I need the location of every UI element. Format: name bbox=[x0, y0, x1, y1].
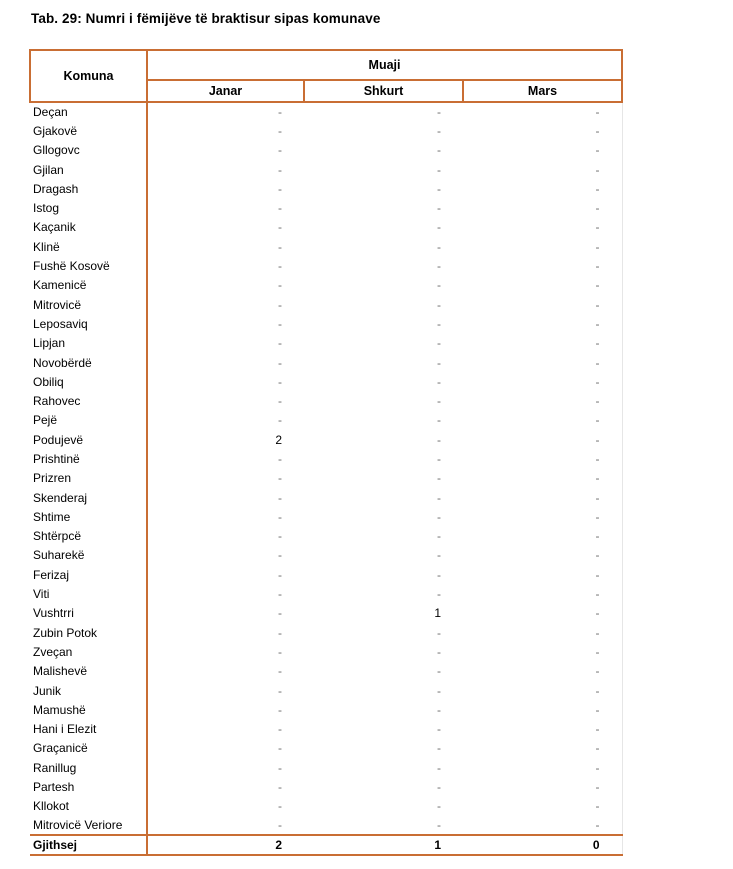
mars-cell: - bbox=[463, 584, 622, 603]
komuna-cell: Leposaviq bbox=[30, 314, 147, 333]
mars-cell: - bbox=[463, 334, 622, 353]
table-row bbox=[30, 237, 622, 256]
table-row bbox=[30, 276, 622, 295]
table-row bbox=[30, 160, 622, 179]
mars-cell: - bbox=[463, 218, 622, 237]
table-row bbox=[30, 758, 622, 777]
table-row bbox=[30, 546, 622, 565]
mars-cell: - bbox=[463, 198, 622, 217]
janar-cell: - bbox=[278, 606, 282, 621]
komuna-cell: Kllokot bbox=[30, 797, 147, 816]
janar-cell: - bbox=[278, 162, 282, 177]
shkurt-cell: - bbox=[437, 220, 441, 235]
table-row bbox=[30, 642, 622, 661]
table-body bbox=[30, 102, 622, 835]
shkurt-cell: - bbox=[437, 529, 441, 544]
mars-cell: - bbox=[463, 527, 622, 546]
janar-cell: - bbox=[278, 509, 282, 524]
column-group-header-muaji: Muaji bbox=[147, 50, 622, 80]
janar-cell: - bbox=[278, 355, 282, 370]
shkurt-cell: - bbox=[437, 336, 441, 351]
table-row bbox=[30, 797, 622, 816]
shkurt-cell: - bbox=[437, 780, 441, 795]
shkurt-cell: - bbox=[437, 394, 441, 409]
table-footer bbox=[30, 835, 622, 855]
shkurt-cell: - bbox=[437, 471, 441, 486]
janar-cell: - bbox=[278, 105, 282, 120]
shkurt-cell: - bbox=[437, 567, 441, 582]
shkurt-cell: - bbox=[437, 374, 441, 389]
shkurt-cell: - bbox=[437, 741, 441, 756]
shkurt-cell: - bbox=[437, 818, 441, 833]
janar-cell: - bbox=[278, 278, 282, 293]
janar-cell: - bbox=[278, 143, 282, 158]
mars-cell: - bbox=[463, 642, 622, 661]
shkurt-cell: - bbox=[437, 297, 441, 312]
column-header-shkurt: Shkurt bbox=[304, 80, 463, 102]
shkurt-cell: - bbox=[437, 722, 441, 737]
komuna-cell: Ranillug bbox=[30, 758, 147, 777]
table-row bbox=[30, 469, 622, 488]
janar-cell: - bbox=[278, 259, 282, 274]
janar-cell: - bbox=[278, 123, 282, 138]
table-row bbox=[30, 681, 622, 700]
komuna-cell: Suharekë bbox=[30, 546, 147, 565]
janar-cell: - bbox=[278, 760, 282, 775]
komuna-cell: Shtërpcë bbox=[30, 527, 147, 546]
shkurt-cell: - bbox=[437, 625, 441, 640]
total-mars-value: 0 bbox=[463, 835, 622, 855]
janar-cell: - bbox=[278, 818, 282, 833]
shkurt-cell: - bbox=[437, 239, 441, 254]
shkurt-cell: - bbox=[437, 760, 441, 775]
mars-cell: - bbox=[463, 102, 622, 121]
mars-cell: - bbox=[463, 314, 622, 333]
table-row bbox=[30, 816, 622, 835]
janar-cell: - bbox=[278, 201, 282, 216]
janar-cell: - bbox=[278, 567, 282, 582]
shkurt-cell: - bbox=[437, 316, 441, 331]
shkurt-cell: - bbox=[437, 683, 441, 698]
table-row bbox=[30, 141, 622, 160]
shkurt-cell: - bbox=[437, 548, 441, 563]
shkurt-cell: - bbox=[437, 181, 441, 196]
total-shkurt-value: 1 bbox=[304, 835, 463, 855]
table-row bbox=[30, 507, 622, 526]
janar-cell: - bbox=[278, 664, 282, 679]
komuna-cell: Lipjan bbox=[30, 334, 147, 353]
komuna-cell: Deçan bbox=[30, 102, 147, 121]
shkurt-cell: - bbox=[437, 644, 441, 659]
mars-cell: - bbox=[463, 160, 622, 179]
table-row bbox=[30, 102, 622, 121]
mars-cell: - bbox=[463, 237, 622, 256]
mars-cell: - bbox=[463, 411, 622, 430]
shkurt-cell: - bbox=[437, 143, 441, 158]
column-header-janar: Janar bbox=[147, 80, 304, 102]
table-row bbox=[30, 314, 622, 333]
table-row bbox=[30, 295, 622, 314]
total-label: Gjithsej bbox=[30, 835, 147, 855]
mars-cell: - bbox=[463, 623, 622, 642]
table-row bbox=[30, 391, 622, 410]
janar-cell: - bbox=[278, 239, 282, 254]
total-row bbox=[30, 835, 622, 855]
janar-cell: - bbox=[278, 780, 282, 795]
shkurt-cell: - bbox=[437, 664, 441, 679]
table-header bbox=[30, 50, 622, 102]
table-row bbox=[30, 449, 622, 468]
shkurt-cell: - bbox=[437, 451, 441, 466]
shkurt-cell: - bbox=[437, 490, 441, 505]
mars-cell: - bbox=[463, 565, 622, 584]
mars-cell: - bbox=[463, 700, 622, 719]
table-row bbox=[30, 353, 622, 372]
mars-cell: - bbox=[463, 121, 622, 140]
table-row bbox=[30, 700, 622, 719]
komuna-cell: Mitrovicë Veriore bbox=[30, 816, 147, 835]
komuna-cell: Zubin Potok bbox=[30, 623, 147, 642]
table-row bbox=[30, 584, 622, 603]
shkurt-cell: - bbox=[437, 509, 441, 524]
komuna-cell: Podujevë bbox=[30, 430, 147, 449]
komuna-cell: Hani i Elezit bbox=[30, 720, 147, 739]
table-row bbox=[30, 604, 622, 623]
mars-cell: - bbox=[463, 372, 622, 391]
shkurt-cell: - bbox=[437, 105, 441, 120]
table-row bbox=[30, 488, 622, 507]
komuna-cell: Novobërdë bbox=[30, 353, 147, 372]
table-row bbox=[30, 121, 622, 140]
mars-cell: - bbox=[463, 797, 622, 816]
komuna-cell: Ferizaj bbox=[30, 565, 147, 584]
table-row bbox=[30, 777, 622, 796]
komuna-cell: Pejë bbox=[30, 411, 147, 430]
mars-cell: - bbox=[463, 662, 622, 681]
komuna-cell: Istog bbox=[30, 198, 147, 217]
janar-cell: - bbox=[278, 297, 282, 312]
shkurt-cell: - bbox=[437, 587, 441, 602]
janar-cell: - bbox=[278, 741, 282, 756]
table-row bbox=[30, 256, 622, 275]
komuna-cell: Zveçan bbox=[30, 642, 147, 661]
shkurt-cell: - bbox=[437, 413, 441, 428]
komuna-cell: Klinë bbox=[30, 237, 147, 256]
janar-cell: - bbox=[278, 587, 282, 602]
mars-cell: - bbox=[463, 469, 622, 488]
janar-cell: - bbox=[278, 529, 282, 544]
mars-cell: - bbox=[463, 276, 622, 295]
table-row bbox=[30, 720, 622, 739]
mars-cell: - bbox=[463, 546, 622, 565]
table-row bbox=[30, 411, 622, 430]
komuna-cell: Rahovec bbox=[30, 391, 147, 410]
janar-cell: 2 bbox=[275, 432, 282, 447]
mars-cell: - bbox=[463, 391, 622, 410]
janar-cell: - bbox=[278, 702, 282, 717]
mars-cell: - bbox=[463, 179, 622, 198]
janar-cell: - bbox=[278, 451, 282, 466]
janar-cell: - bbox=[278, 490, 282, 505]
table-row bbox=[30, 334, 622, 353]
komuna-cell: Malishevë bbox=[30, 662, 147, 681]
mars-cell: - bbox=[463, 739, 622, 758]
column-header-komuna: Komuna bbox=[30, 50, 147, 102]
komuna-cell: Gjilan bbox=[30, 160, 147, 179]
shkurt-cell: - bbox=[437, 799, 441, 814]
shkurt-cell: - bbox=[437, 702, 441, 717]
komuna-cell: Mitrovicë bbox=[30, 295, 147, 314]
mars-cell: - bbox=[463, 353, 622, 372]
shkurt-cell: - bbox=[437, 355, 441, 370]
table-row bbox=[30, 565, 622, 584]
komuna-cell: Junik bbox=[30, 681, 147, 700]
mars-cell: - bbox=[463, 256, 622, 275]
janar-cell: - bbox=[278, 799, 282, 814]
komuna-cell: Mamushë bbox=[30, 700, 147, 719]
mars-cell: - bbox=[463, 449, 622, 468]
mars-cell: - bbox=[463, 604, 622, 623]
column-header-mars: Mars bbox=[463, 80, 622, 102]
table-title: Tab. 29: Numri i fëmijëve të braktisur sipas komunave bbox=[31, 11, 381, 26]
komuna-cell: Kamenicë bbox=[30, 276, 147, 295]
table-row bbox=[30, 218, 622, 237]
janar-cell: - bbox=[278, 413, 282, 428]
komuna-cell: Gllogovc bbox=[30, 141, 147, 160]
table-row bbox=[30, 372, 622, 391]
janar-cell: - bbox=[278, 471, 282, 486]
janar-cell: - bbox=[278, 394, 282, 409]
shkurt-cell: - bbox=[437, 201, 441, 216]
komuna-cell: Skenderaj bbox=[30, 488, 147, 507]
komuna-cell: Partesh bbox=[30, 777, 147, 796]
table-row bbox=[30, 198, 622, 217]
mars-cell: - bbox=[463, 507, 622, 526]
janar-cell: - bbox=[278, 722, 282, 737]
mars-cell: - bbox=[463, 777, 622, 796]
janar-cell: - bbox=[278, 181, 282, 196]
table-row bbox=[30, 179, 622, 198]
mars-cell: - bbox=[463, 141, 622, 160]
mars-cell: - bbox=[463, 681, 622, 700]
table-row bbox=[30, 662, 622, 681]
komuna-cell: Graçanicë bbox=[30, 739, 147, 758]
table-row bbox=[30, 430, 622, 449]
mars-cell: - bbox=[463, 430, 622, 449]
janar-cell: - bbox=[278, 625, 282, 640]
komuna-cell: Dragash bbox=[30, 179, 147, 198]
mars-cell: - bbox=[463, 295, 622, 314]
komuna-cell: Gjakovë bbox=[30, 121, 147, 140]
janar-cell: - bbox=[278, 374, 282, 389]
shkurt-cell: - bbox=[437, 278, 441, 293]
table-row bbox=[30, 527, 622, 546]
komuna-cell: Prishtinë bbox=[30, 449, 147, 468]
komuna-cell: Kaçanik bbox=[30, 218, 147, 237]
shkurt-cell: - bbox=[437, 432, 441, 447]
janar-cell: - bbox=[278, 683, 282, 698]
janar-cell: - bbox=[278, 336, 282, 351]
janar-cell: - bbox=[278, 644, 282, 659]
janar-cell: - bbox=[278, 548, 282, 563]
shkurt-cell: - bbox=[437, 259, 441, 274]
komuna-cell: Prizren bbox=[30, 469, 147, 488]
mars-cell: - bbox=[463, 758, 622, 777]
table-row bbox=[30, 623, 622, 642]
mars-cell: - bbox=[463, 488, 622, 507]
janar-cell: - bbox=[278, 220, 282, 235]
janar-cell: - bbox=[278, 316, 282, 331]
shkurt-cell: - bbox=[437, 123, 441, 138]
table-row bbox=[30, 739, 622, 758]
mars-cell: - bbox=[463, 720, 622, 739]
mars-cell: - bbox=[463, 816, 622, 835]
komuna-cell: Fushë Kosovë bbox=[30, 256, 147, 275]
komuna-cell: Obiliq bbox=[30, 372, 147, 391]
total-janar-value: 2 bbox=[147, 835, 304, 855]
municipality-table bbox=[29, 49, 623, 856]
komuna-cell: Viti bbox=[30, 584, 147, 603]
komuna-cell: Vushtrri bbox=[30, 604, 147, 623]
shkurt-cell: - bbox=[437, 162, 441, 177]
komuna-cell: Shtime bbox=[30, 507, 147, 526]
shkurt-cell: 1 bbox=[434, 606, 441, 621]
